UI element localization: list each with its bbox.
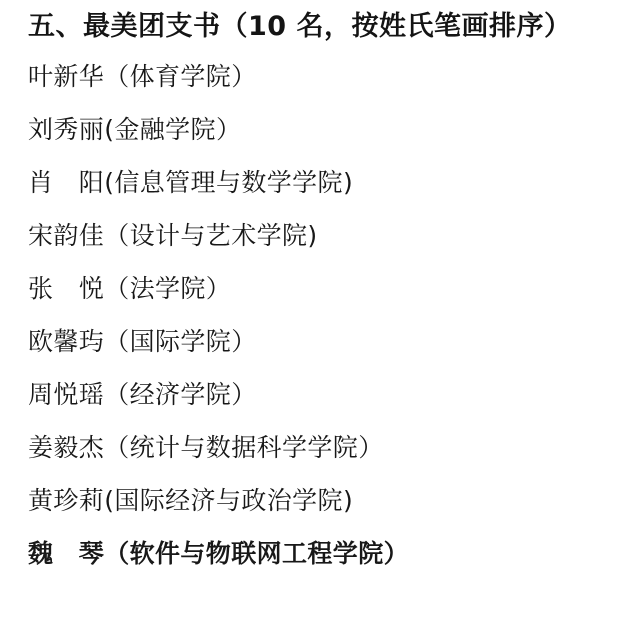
person-org: （国际学院）: [104, 326, 257, 356]
person-name: 魏 琴: [28, 538, 105, 568]
person-org: （设计与艺术学院): [104, 220, 318, 250]
person-org: (信息管理与数学学院): [104, 167, 354, 197]
person-org: （统计与数据科学学院）: [104, 432, 384, 462]
person-name: 刘秀丽: [28, 114, 105, 144]
award-name-list: [28, 50, 630, 580]
list-item: [28, 50, 630, 103]
person-name: 叶新华: [28, 61, 105, 91]
person-name: 张 悦: [28, 273, 105, 303]
list-item: [28, 527, 630, 580]
person-name: 黄珍莉: [28, 485, 105, 515]
list-item: [28, 421, 630, 474]
list-item: [28, 156, 630, 209]
person-org: (金融学院）: [104, 114, 242, 144]
list-item: [28, 315, 630, 368]
section-heading: 五、最美团支书（10 名，按姓氏笔画排序）: [28, 11, 572, 42]
person-org: （软件与物联网工程学院）: [104, 538, 410, 568]
person-org: (国际经济与政治学院): [104, 485, 354, 515]
list-item: [28, 262, 630, 315]
person-org: （经济学院）: [104, 379, 257, 409]
person-name: 肖 阳: [28, 167, 105, 197]
list-item: [28, 368, 630, 421]
person-name: 周悦瑶: [28, 379, 105, 409]
person-name: 欧馨玙: [28, 326, 105, 356]
list-item: [28, 209, 630, 262]
list-item: [28, 103, 630, 156]
person-name: 姜毅杰: [28, 432, 105, 462]
person-org: （体育学院）: [104, 61, 257, 91]
person-org: （法学院）: [104, 273, 232, 303]
list-item: [28, 474, 630, 527]
person-name: 宋韵佳: [28, 220, 105, 250]
